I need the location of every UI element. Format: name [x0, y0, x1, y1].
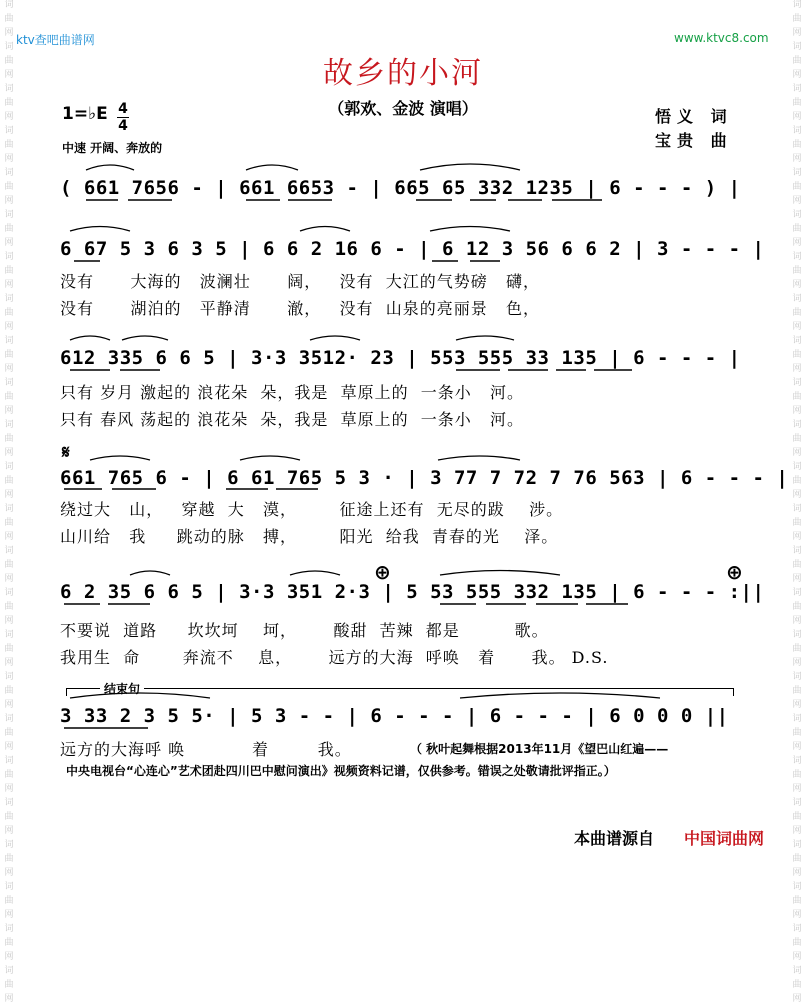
- watermark-glyph: 曲: [792, 938, 802, 948]
- watermark-glyph: 词: [4, 252, 14, 262]
- watermark-glyph: 曲: [4, 98, 14, 108]
- watermark-glyph: 词: [4, 210, 14, 220]
- slur-7: [70, 336, 110, 340]
- slur-1: [86, 165, 134, 170]
- watermark-glyph: 网: [792, 868, 802, 878]
- score-row-4: 661 765 6 - | 6 61 765 5 3 · | 3 77 7 72 7 76 563 | 6 - - - |: [60, 467, 789, 489]
- watermark-glyph: 网: [792, 154, 802, 164]
- tempo-marking: 中速 开阔、奔放的: [62, 141, 163, 155]
- watermark-glyph: 曲: [4, 56, 14, 66]
- segno-sign: 𝄋: [62, 442, 70, 463]
- watermark-glyph: 词: [4, 546, 14, 556]
- watermark-glyph: 曲: [4, 938, 14, 948]
- watermark-glyph: 曲: [792, 308, 802, 318]
- watermark-glyph: 网: [4, 784, 14, 794]
- watermark-glyph: 曲: [4, 392, 14, 402]
- watermark-glyph: 曲: [4, 560, 14, 570]
- slur-2: [246, 165, 298, 170]
- transcription-note-1: （ 秋叶起舞根据2013年11月《望巴山红遍——: [410, 742, 669, 756]
- watermark-glyph: 网: [792, 994, 802, 1004]
- watermark-glyph: 词: [792, 504, 802, 514]
- source-label: 本曲谱源自: [574, 829, 655, 848]
- site-logo-left: ktv查吧曲谱网: [16, 33, 95, 47]
- watermark-glyph: 词: [4, 588, 14, 598]
- watermark-glyph: 词: [4, 840, 14, 850]
- score-row-6: 3 33 2 3 5 5· | 5 3 - - | 6 - - - | 6 - - - | 6 0 0 0 ||: [60, 705, 729, 727]
- watermark-glyph: 网: [4, 574, 14, 584]
- singers: （郭欢、金波 演唱）: [328, 99, 478, 118]
- watermark-glyph: 曲: [792, 518, 802, 528]
- watermark-glyph: 曲: [792, 812, 802, 822]
- score-row-1: ( 661 7656 - | 661 6653 - | 665 65 332 1235 | 6 - - - ) |: [60, 177, 741, 199]
- watermark-glyph: 网: [4, 742, 14, 752]
- watermark-glyph: 网: [792, 196, 802, 206]
- slur-12: [240, 456, 300, 460]
- watermark-glyph: 词: [792, 714, 802, 724]
- watermark-glyph: 词: [4, 420, 14, 430]
- watermark-glyph: 词: [792, 588, 802, 598]
- watermark-glyph: 词: [4, 798, 14, 808]
- watermark-glyph: 词: [4, 84, 14, 94]
- watermark-glyph: 词: [4, 168, 14, 178]
- watermark-glyph: 网: [792, 280, 802, 290]
- watermark-glyph: 曲: [792, 602, 802, 612]
- watermark-glyph: 词: [792, 420, 802, 430]
- watermark-glyph: 网: [4, 532, 14, 542]
- watermark-glyph: 网: [4, 112, 14, 122]
- watermark-glyph: 网: [792, 28, 802, 38]
- slur-4: [70, 227, 130, 232]
- watermark-glyph: 词: [4, 462, 14, 472]
- watermark-glyph: 词: [792, 630, 802, 640]
- watermark-glyph: 网: [792, 70, 802, 80]
- coda-sign-2: ⊕: [726, 560, 743, 584]
- watermark-glyph: 网: [792, 364, 802, 374]
- watermark-glyph: 词: [4, 630, 14, 640]
- watermark-glyph: 词: [4, 756, 14, 766]
- watermark-glyph: 曲: [792, 644, 802, 654]
- watermark-glyph: 曲: [4, 308, 14, 318]
- watermark-glyph: 网: [4, 322, 14, 332]
- watermark-glyph: 词: [4, 126, 14, 136]
- watermark-glyph: 曲: [4, 224, 14, 234]
- watermark-glyph: 网: [4, 154, 14, 164]
- watermark-glyph: 词: [4, 924, 14, 934]
- watermark-glyph: 曲: [792, 98, 802, 108]
- lyric-row-5-verse-2: 我用生 命 奔流不 息， 远方的大海 呼唤 着 我。 D.S.: [60, 648, 609, 667]
- watermark-glyph: 词: [792, 378, 802, 388]
- lyric-row-5-verse-1: 不要说 道路 坎坎坷 坷， 酸甜 苦辣 都是 歌。: [60, 621, 549, 640]
- slur-10: [456, 336, 514, 340]
- watermark-glyph: 词: [4, 378, 14, 388]
- watermark-glyph: 曲: [4, 14, 14, 24]
- watermark-glyph: 网: [792, 658, 802, 668]
- slur-14: [130, 571, 170, 575]
- watermark-glyph: 曲: [4, 350, 14, 360]
- watermark-glyph: 网: [4, 910, 14, 920]
- watermark-glyph: 网: [792, 742, 802, 752]
- watermark-glyph: 词: [4, 42, 14, 52]
- lyric-row-4-verse-1: 绕过大 山， 穿越 大 漠， 征途上还有 无尽的跋 涉。: [60, 500, 564, 519]
- site-logo-right: www.ktvc8.com: [674, 31, 769, 45]
- watermark-glyph: 曲: [792, 56, 802, 66]
- watermark-glyph: 曲: [4, 980, 14, 990]
- watermark-glyph: 曲: [4, 140, 14, 150]
- watermark-glyph: 词: [792, 0, 802, 10]
- slur-18: [460, 693, 660, 698]
- slur-6: [430, 227, 510, 232]
- watermark-glyph: 词: [792, 84, 802, 94]
- watermark-glyph: 曲: [4, 266, 14, 276]
- lyric-row-4-verse-2: 山川给 我 跳动的脉 搏， 阳光 给我 青春的光 泽。: [60, 527, 559, 546]
- watermark-glyph: 曲: [792, 560, 802, 570]
- watermark-glyph: 词: [792, 294, 802, 304]
- watermark-glyph: 网: [792, 238, 802, 248]
- watermark-glyph: 网: [4, 826, 14, 836]
- watermark-glyph: 曲: [792, 728, 802, 738]
- watermark-glyph: 网: [792, 112, 802, 122]
- watermark-glyph: 网: [4, 868, 14, 878]
- watermark-glyph: 曲: [4, 812, 14, 822]
- watermark-glyph: 曲: [4, 434, 14, 444]
- watermark-glyph: 网: [792, 532, 802, 542]
- watermark-glyph: 词: [4, 336, 14, 346]
- watermark-glyph: 网: [4, 406, 14, 416]
- coda-sign-1: ⊕: [374, 560, 391, 584]
- watermark-glyph: 曲: [4, 644, 14, 654]
- watermark-glyph: 词: [4, 966, 14, 976]
- watermark-glyph: 网: [792, 952, 802, 962]
- slur-3: [420, 164, 520, 170]
- watermark-glyph: 曲: [792, 224, 802, 234]
- watermark-glyph: 曲: [4, 182, 14, 192]
- watermark-glyph: 词: [792, 336, 802, 346]
- lyricist: 悟义 词: [655, 107, 733, 126]
- score-row-5: 6 2 35 6 6 5 | 3·3 351 2·3 | 5 53 555 332 135 | 6 - - - :||: [60, 581, 765, 603]
- slur-15: [290, 571, 340, 575]
- watermark-glyph: 词: [792, 882, 802, 892]
- score-row-2: 6 67 5 3 6 3 5 | 6 6 2 16 6 - | 6 12 3 56 6 6 2 | 3 - - - |: [60, 238, 765, 260]
- source-site-link[interactable]: 中国词曲网: [684, 829, 765, 848]
- watermark-glyph: 词: [792, 210, 802, 220]
- watermark-glyph: 词: [792, 756, 802, 766]
- watermark-glyph: 曲: [792, 854, 802, 864]
- lyric-row-6: 远方的大海呼 唤 着 我。: [60, 740, 352, 759]
- watermark-glyph: 网: [4, 196, 14, 206]
- watermark-glyph: 曲: [792, 392, 802, 402]
- slur-17: [70, 693, 210, 698]
- slur-5: [300, 227, 350, 232]
- watermark-glyph: 曲: [792, 266, 802, 276]
- watermark-glyph: 词: [792, 798, 802, 808]
- watermark-glyph: 曲: [792, 14, 802, 24]
- watermark-glyph: 网: [4, 490, 14, 500]
- watermark-glyph: 词: [792, 924, 802, 934]
- watermark-glyph: 网: [4, 28, 14, 38]
- slur-13: [438, 456, 520, 460]
- slur-11: [90, 456, 150, 460]
- watermark-glyph: 网: [792, 490, 802, 500]
- lyric-row-2-verse-2: 没有 湖泊的 平静清 澈， 没有 山泉的亮丽景 色，: [60, 299, 540, 318]
- watermark-glyph: 网: [792, 574, 802, 584]
- watermark-glyph: 网: [4, 238, 14, 248]
- watermark-glyph: 词: [4, 294, 14, 304]
- watermark-glyph: 网: [792, 826, 802, 836]
- watermark-glyph: 曲: [4, 854, 14, 864]
- watermark-glyph: 网: [4, 952, 14, 962]
- lyric-row-3-verse-1: 只有 岁月 激起的 浪花朵 朵，我是 草原上的 一条小 河。: [60, 383, 525, 402]
- watermark-glyph: 网: [792, 784, 802, 794]
- watermark-glyph: 词: [4, 882, 14, 892]
- watermark-glyph: 曲: [4, 518, 14, 528]
- key-signature: 1=♭E: [62, 104, 108, 124]
- watermark-glyph: 网: [4, 700, 14, 710]
- watermark-glyph: 网: [792, 700, 802, 710]
- watermark-glyph: 网: [4, 280, 14, 290]
- watermark-glyph: 网: [4, 70, 14, 80]
- watermark-glyph: 网: [792, 910, 802, 920]
- watermark-glyph: 网: [4, 994, 14, 1004]
- composer: 宝贵 曲: [655, 131, 733, 150]
- watermark-glyph: 词: [792, 672, 802, 682]
- watermark-glyph: 网: [4, 364, 14, 374]
- watermark-glyph: 网: [4, 658, 14, 668]
- lyric-row-2-verse-1: 没有 大海的 波澜壮 阔， 没有 大江的气势磅 礴，: [60, 272, 540, 291]
- watermark-glyph: 曲: [792, 686, 802, 696]
- watermark-glyph: 曲: [792, 980, 802, 990]
- lyric-row-3-verse-2: 只有 春风 荡起的 浪花朵 朵，我是 草原上的 一条小 河。: [60, 410, 525, 429]
- transcription-note-2: 中央电视台“心连心”艺术团赴四川巴中慰问演出》视频资料记谱，仅供参考。错误之处敬请批评指正。）: [66, 764, 616, 778]
- watermark-glyph: 词: [4, 0, 14, 10]
- watermark-glyph: 曲: [4, 602, 14, 612]
- slur-16: [440, 571, 560, 576]
- watermark-glyph: 词: [792, 252, 802, 262]
- slur-9: [310, 336, 360, 340]
- watermark-glyph: 曲: [792, 350, 802, 360]
- watermark-glyph: 网: [792, 448, 802, 458]
- time-top: 4: [118, 101, 128, 117]
- watermark-glyph: 网: [4, 616, 14, 626]
- watermark-glyph: 词: [792, 840, 802, 850]
- watermark-glyph: 网: [792, 616, 802, 626]
- watermark-glyph: 词: [4, 714, 14, 724]
- watermark-glyph: 曲: [792, 140, 802, 150]
- watermark-glyph: 词: [792, 126, 802, 136]
- watermark-glyph: 网: [792, 322, 802, 332]
- watermark-glyph: 曲: [4, 728, 14, 738]
- watermark-glyph: 曲: [4, 770, 14, 780]
- watermark-glyph: 词: [4, 672, 14, 682]
- watermark-glyph: 曲: [792, 182, 802, 192]
- watermark-glyph: 词: [4, 504, 14, 514]
- watermark-glyph: 曲: [4, 686, 14, 696]
- watermark-glyph: 网: [4, 448, 14, 458]
- ending-label: 结束句: [100, 680, 144, 697]
- watermark-glyph: 词: [792, 462, 802, 472]
- watermark-glyph: 曲: [4, 476, 14, 486]
- score-row-3: 612 335 6 6 5 | 3·3 3512· 23 | 553 555 33 135 | 6 - - - |: [60, 347, 741, 369]
- watermark-glyph: 词: [792, 546, 802, 556]
- time-bottom: 4: [118, 118, 128, 134]
- watermark-glyph: 曲: [4, 896, 14, 906]
- watermark-glyph: 曲: [792, 896, 802, 906]
- watermark-glyph: 曲: [792, 434, 802, 444]
- watermark-glyph: 网: [792, 406, 802, 416]
- watermark-glyph: 词: [792, 966, 802, 976]
- watermark-glyph: 曲: [792, 770, 802, 780]
- page-title: 故乡的小河: [323, 56, 483, 91]
- watermark-glyph: 词: [792, 42, 802, 52]
- watermark-glyph: 词: [792, 168, 802, 178]
- watermark-glyph: 曲: [792, 476, 802, 486]
- slur-8: [122, 336, 168, 340]
